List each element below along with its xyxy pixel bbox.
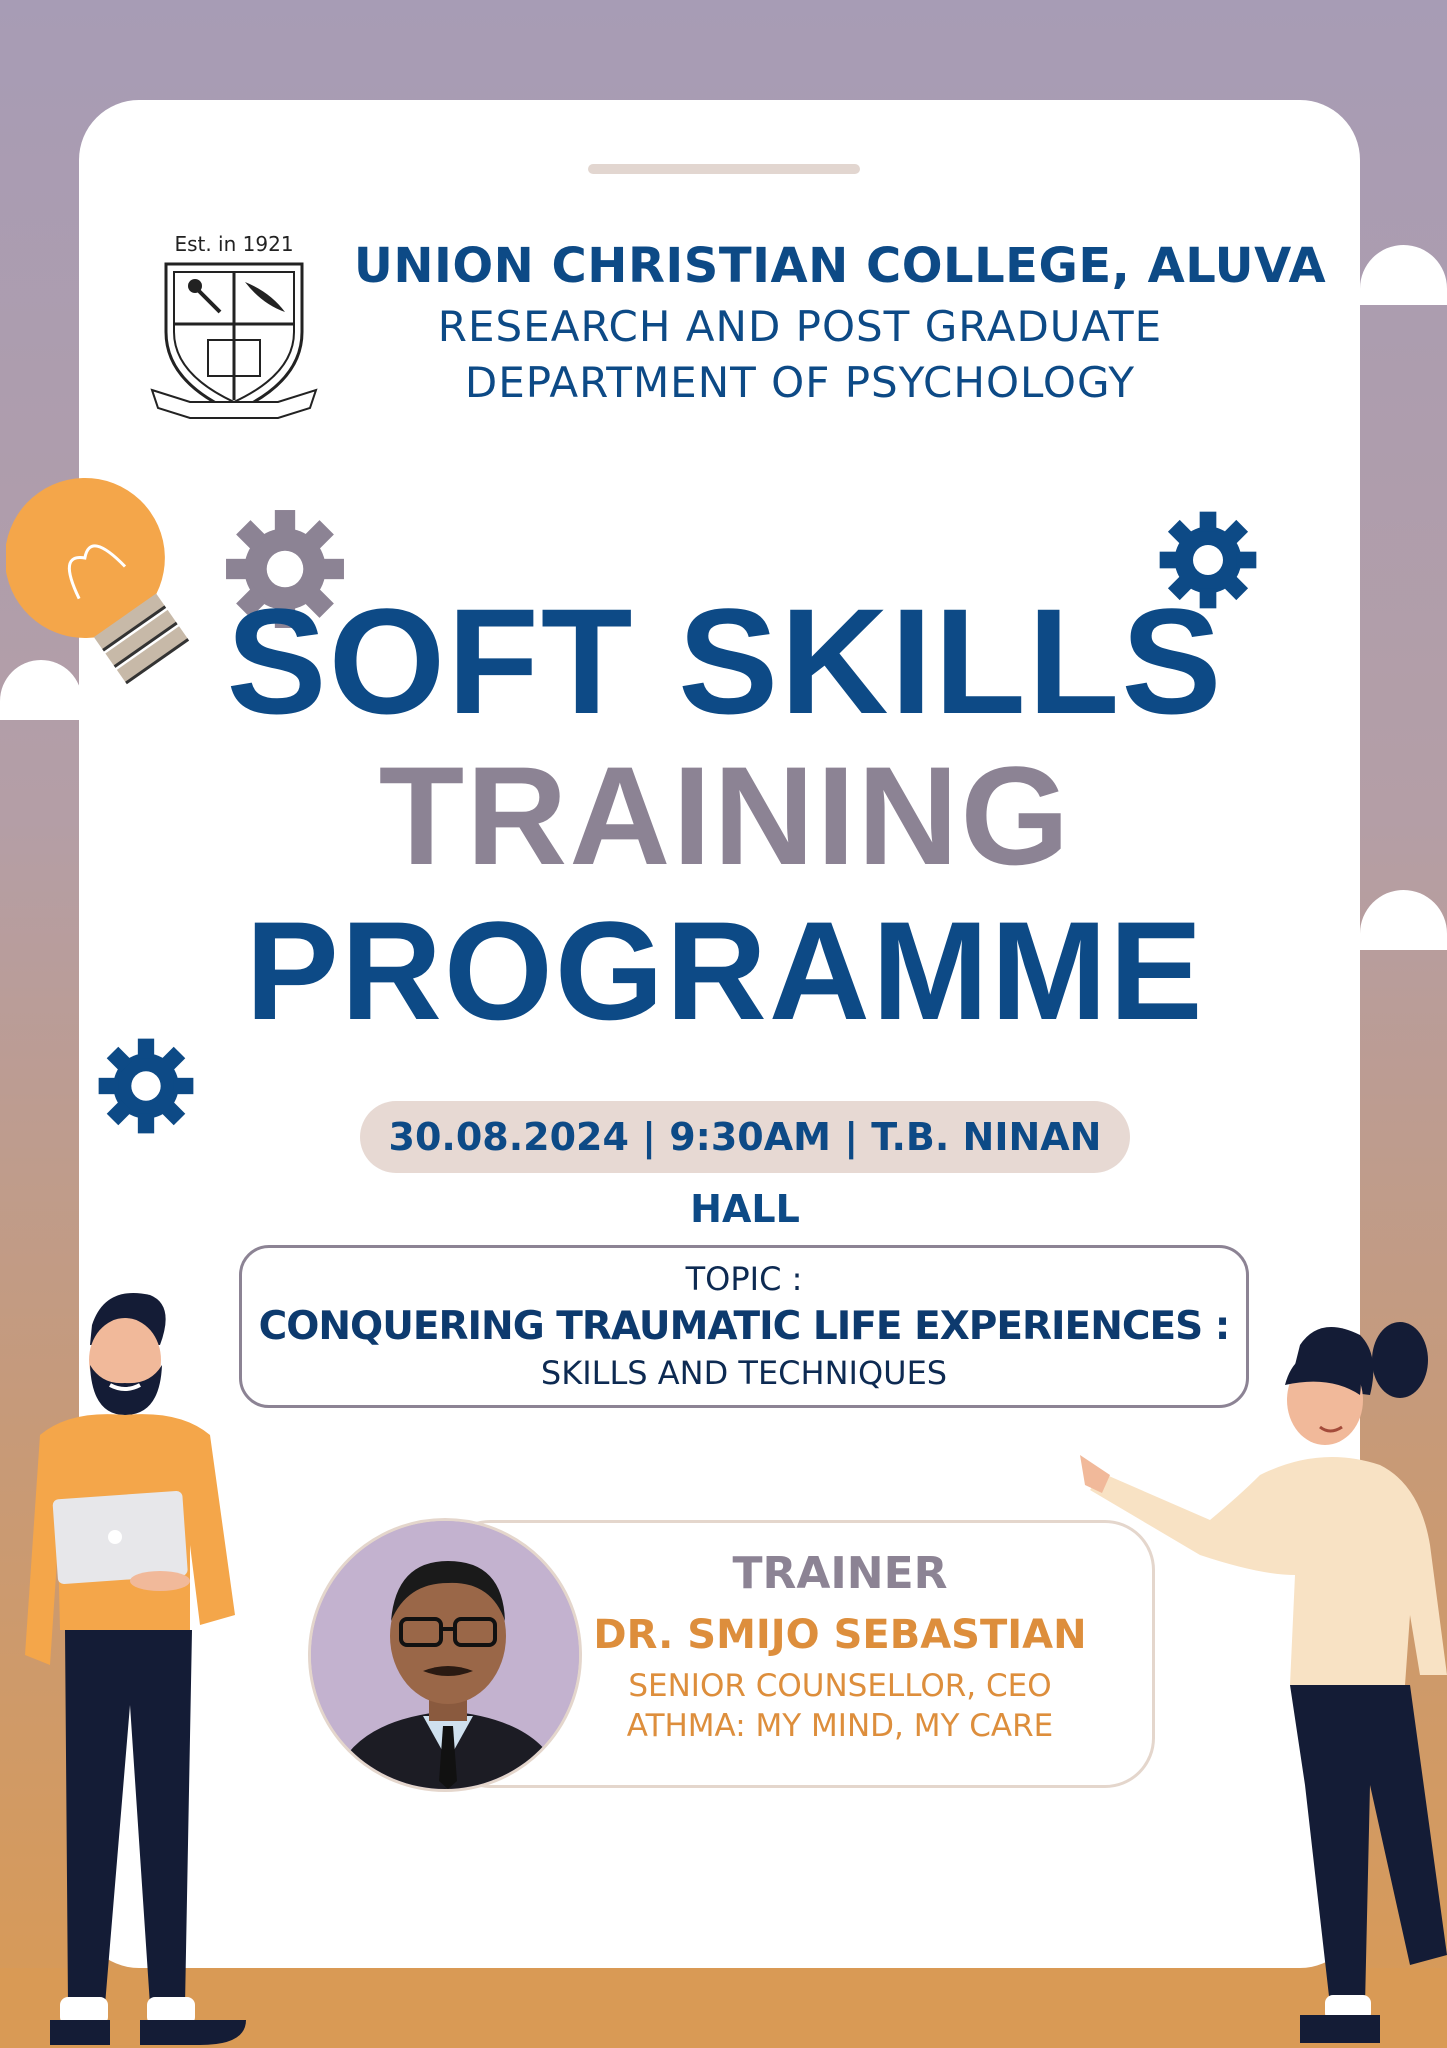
topic-title: CONQUERING TRAUMATIC LIFE EXPERIENCES : [258,1304,1230,1349]
title-line-3: PROGRAMME [245,892,1205,1049]
topic-subtitle: SKILLS AND TECHNIQUES [540,1354,948,1392]
department-line-2: DEPARTMENT OF PSYCHOLOGY [464,358,1136,407]
department-line-1: RESEARCH AND POST GRADUATE [437,302,1163,351]
topic-label: TOPIC : [685,1260,803,1298]
title-line-2: TRAINING [378,737,1072,894]
college-name: UNION CHRISTIAN COLLEGE, ALUVA [353,238,1327,294]
title-line-1: SOFT SKILLS [226,577,1224,745]
event-details-pill: 30.08.2024 | 9:30AM | T.B. NINAN HALL [360,1101,1130,1173]
woman-pointing-illustration [1080,1315,1447,2048]
trainer-label: TRAINER [732,1548,948,1599]
college-crest-icon [150,232,318,422]
established-year: Est. in 1921 [174,232,294,256]
cloud-right-top [1360,245,1447,305]
trainer-role-line-2: ATHMA: MY MIND, MY CARE [626,1708,1054,1744]
card-notch [588,164,860,174]
trainer-name: DR. SMIJO SEBASTIAN [593,1612,1087,1658]
cloud-right-mid [1360,890,1447,950]
trainer-photo [308,1518,582,1792]
trainer-role-line-1: SENIOR COUNSELLOR, CEO [628,1668,1052,1704]
man-with-laptop-illustration [10,1285,260,2048]
